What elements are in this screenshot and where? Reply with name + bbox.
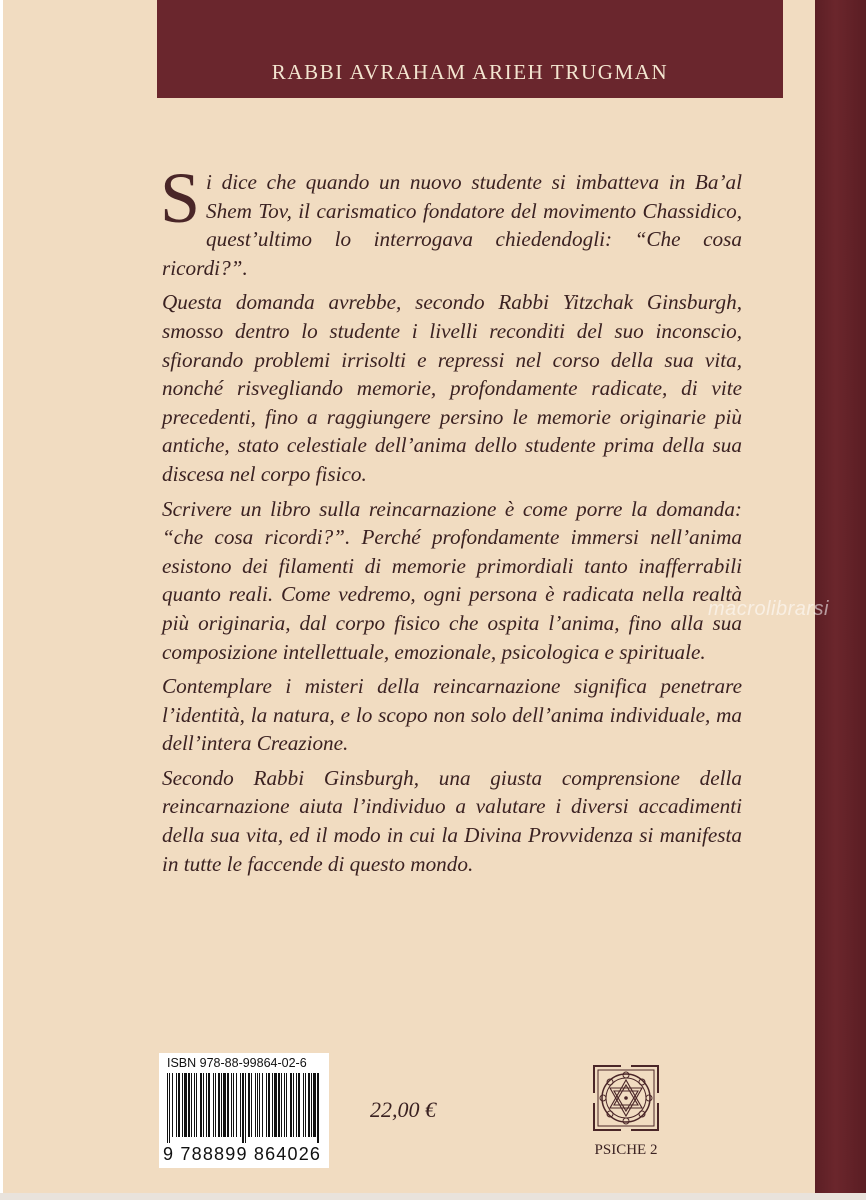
price: 22,00 € — [370, 1097, 436, 1122]
publisher-name: PSICHE 2 — [594, 1142, 658, 1158]
barcode-digits: 9 788899 864026 — [163, 1144, 322, 1164]
drop-cap: S — [160, 158, 201, 238]
blurb-paragraph-3: Scrivere un libro sulla reincarnazione è come porre la domanda: “che cosa ricordi?”. Perché profondamente immersi nell’anima esistono dei filamenti di memorie primordiali tanto inafferrabili quanto reali. Come vedremo, ogni persona è radicata nella realtà più originaria, dal corpo fisico che ospita l’anima, fino alla sua composizione intellettuale, emozionale, psicologica e spirituale. — [162, 496, 742, 664]
barcode-icon — [165, 1073, 323, 1143]
page-shadow — [0, 1193, 866, 1200]
watermark: macrolibrarsi — [708, 598, 829, 620]
blurb — [160, 158, 742, 884]
author-band — [157, 0, 783, 98]
book-spine — [815, 0, 866, 1193]
sri-yantra-icon — [591, 1063, 661, 1133]
blurb-paragraph-4: Contemplare i misteri della reincarnazione significa penetrare l’identità, la natura, e lo scopo non solo dell’anima individuale, ma dell’intera Creazione. — [162, 674, 742, 756]
blurb-paragraph-5: Secondo Rabbi Ginsburgh, una giusta comprensione della reincarnazione aiuta l’individuo a valutare i diversi accadimenti della sua vita, ed il modo in cui la Divina Provvidenza si manifesta in tutte le faccende di questo mondo. — [162, 765, 742, 876]
barcode-box — [159, 1053, 329, 1168]
author-name: RABBI AVRAHAM ARIEH TRUGMAN — [271, 60, 669, 84]
blurb-paragraph-1 — [160, 158, 742, 282]
paragraph-text: i dice che quando un nuovo studente si imbatteva in Ba’al Shem Tov, il carismatico fondatore del movimento Chassidico, quest’ultimo lo interrogava chiedendogli: “Che cosa ricordi?”. — [162, 170, 742, 280]
isbn-label: ISBN 978-88-99864-02-6 — [167, 1056, 307, 1070]
blurb-paragraph-2: Questa domanda avrebbe, secondo Rabbi Yitzchak Ginsburgh, smosso dentro lo studente i livelli reconditi del suo inconscio, sfiorando problemi irrisolti e repressi nel corso della sua vita, nonché risvegliando memorie, profondamente radicate, di vite precedenti, fino a raggiungere persino le memorie originarie più antiche, stato celestiale dell’anima dello studente prima della sua discesa nel corpo fisico. — [162, 290, 742, 486]
